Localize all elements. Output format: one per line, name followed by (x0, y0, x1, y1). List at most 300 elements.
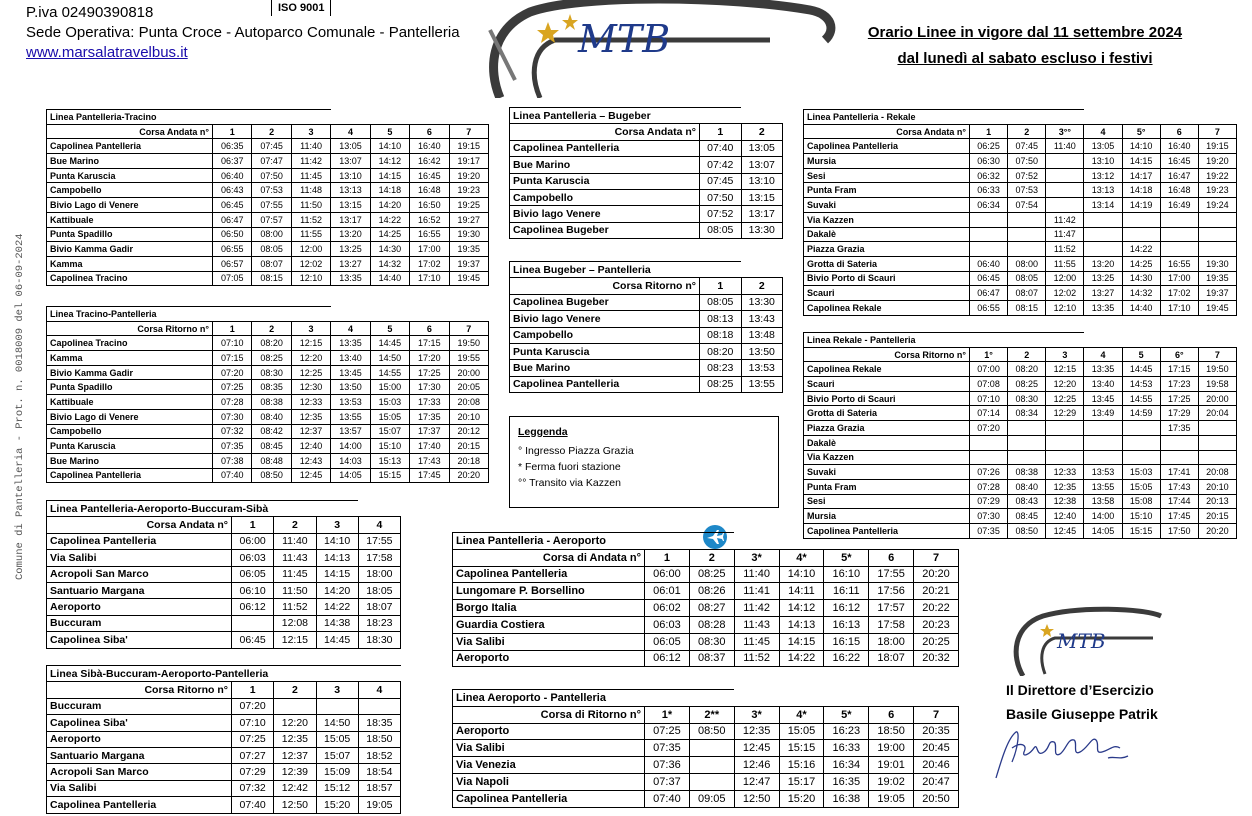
corsa-label: Corsa Andata n° (510, 124, 700, 140)
departure-time: 08:25 (700, 376, 742, 392)
departure-time: 13:17 (741, 206, 783, 222)
departure-time: 07:20 (232, 698, 274, 714)
departure-time (970, 212, 1008, 227)
departure-time: 18:05 (358, 582, 400, 598)
departure-time: 19:37 (449, 256, 488, 271)
table-title-spacer (331, 110, 489, 125)
company-header (26, 3, 460, 63)
departure-time (1008, 435, 1046, 450)
departure-time (689, 757, 734, 774)
table-row (453, 790, 959, 807)
table-row (453, 723, 959, 740)
departure-time (1046, 198, 1084, 213)
table-row (510, 360, 783, 376)
departure-time: 08:40 (252, 409, 291, 424)
departure-time: 17:56 (869, 583, 914, 600)
column-header: 2 (741, 278, 783, 294)
table-title: Linea Aeroporto - Pantelleria (453, 690, 735, 707)
column-header: 7 (449, 124, 488, 139)
departure-time: 19:17 (449, 154, 488, 169)
departure-time (970, 227, 1008, 242)
departure-time: 17:30 (410, 380, 449, 395)
stop-name: Via Venezia (453, 757, 645, 774)
table-row (453, 583, 959, 600)
departure-time: 06:01 (645, 583, 690, 600)
table-header-row (804, 124, 1237, 139)
table-row (510, 189, 783, 205)
table-header-row (47, 682, 401, 698)
departure-time: 17:23 (1160, 377, 1198, 392)
departure-time: 20:12 (449, 424, 488, 439)
departure-time: 20:15 (1198, 509, 1236, 524)
stop-name: Suvaki (804, 198, 970, 213)
departure-time: 13:20 (1084, 256, 1122, 271)
departure-time: 11:45 (734, 633, 779, 650)
departure-time: 07:50 (700, 189, 742, 205)
departure-time: 16:38 (824, 790, 869, 807)
timetable-tracino-andata (46, 109, 489, 286)
table-row (510, 294, 783, 310)
stop-name: Capolinea Pantelleria (804, 139, 970, 154)
stop-name: Punta Karuscia (47, 439, 213, 454)
departure-time: 11:40 (291, 139, 330, 154)
departure-time: 07:40 (700, 140, 742, 156)
departure-time: 12:35 (291, 409, 330, 424)
timetable-aeroporto-ritorno (452, 689, 959, 808)
departure-time: 12:20 (274, 715, 316, 731)
departure-time: 14:12 (370, 154, 409, 169)
column-header: 6 (410, 124, 449, 139)
departure-time: 20:23 (914, 616, 959, 633)
departure-time: 07:10 (232, 715, 274, 731)
departure-time: 11:45 (291, 168, 330, 183)
column-header: 2 (252, 321, 291, 336)
departure-time (1160, 242, 1198, 257)
departure-time: 13:53 (741, 360, 783, 376)
table-title-spacer (1084, 333, 1237, 348)
table-header-row (510, 124, 783, 140)
departure-time: 07:47 (252, 154, 291, 169)
table-title-row (47, 110, 489, 125)
orario-line-1: Orario Linee in vigore dal 11 settembre 2024 (867, 24, 1183, 41)
departure-time: 06:30 (970, 154, 1008, 169)
table-row (453, 740, 959, 757)
departure-time: 07:50 (252, 168, 291, 183)
column-header: 4* (779, 549, 824, 566)
departure-time: 16:23 (824, 723, 869, 740)
departure-time: 08:50 (1008, 523, 1046, 538)
departure-time: 08:42 (252, 424, 291, 439)
departure-time: 18:30 (358, 632, 400, 648)
table-row (804, 227, 1237, 242)
departure-time: 07:28 (970, 479, 1008, 494)
departure-time (1122, 227, 1160, 242)
stop-name: Campobello (47, 424, 213, 439)
departure-time: 14:15 (316, 566, 358, 582)
departure-time: 08:00 (1008, 256, 1046, 271)
departure-time: 19:50 (1198, 362, 1236, 377)
stop-name: Via Salibi (47, 780, 232, 796)
departure-time: 08:00 (252, 227, 291, 242)
column-header: 1 (213, 321, 252, 336)
departure-time: 13:49 (1084, 406, 1122, 421)
departure-time: 08:43 (1008, 494, 1046, 509)
departure-time: 13:15 (331, 198, 370, 213)
departure-time: 07:53 (1008, 183, 1046, 198)
departure-time: 17:43 (410, 453, 449, 468)
table-title-row (47, 666, 401, 682)
departure-time: 12:50 (274, 797, 316, 813)
stop-name: Capolinea Siba' (47, 715, 232, 731)
departure-time: 14:17 (1122, 168, 1160, 183)
logo-small-text: MTB (1057, 629, 1106, 653)
departure-time (1122, 450, 1160, 465)
departure-time: 17:35 (1160, 421, 1198, 436)
departure-time: 17:45 (1160, 509, 1198, 524)
departure-time: 07:37 (645, 773, 690, 790)
orario-title (842, 20, 1208, 72)
stop-name: Capolinea Pantelleria (510, 140, 700, 156)
departure-time: 07:36 (645, 757, 690, 774)
departure-time: 13:05 (1084, 139, 1122, 154)
departure-time: 16:33 (824, 740, 869, 757)
departure-time: 16:45 (410, 168, 449, 183)
column-header: 2 (252, 124, 291, 139)
departure-time: 07:42 (700, 157, 742, 173)
departure-time: 11:50 (274, 582, 316, 598)
column-header: 7 (1198, 347, 1236, 362)
departure-time: 06:34 (970, 198, 1008, 213)
departure-time: 12:38 (1046, 494, 1084, 509)
departure-time: 11:55 (1046, 256, 1084, 271)
departure-time: 13:27 (331, 256, 370, 271)
column-header: 5 (370, 124, 409, 139)
stop-name: Capolinea Tracino (47, 271, 213, 286)
departure-time: 11:40 (274, 533, 316, 549)
table-row (47, 599, 401, 615)
stop-name: Acropoli San Marco (47, 566, 232, 582)
stop-name: Capolinea Pantelleria (510, 376, 700, 392)
departure-time: 12:08 (274, 615, 316, 631)
departure-time: 12:15 (274, 632, 316, 648)
departure-time: 17:58 (358, 550, 400, 566)
column-header: 3 (316, 682, 358, 698)
table-title: Linea Pantelleria – Bugeber (510, 108, 742, 124)
table-row (804, 435, 1237, 450)
departure-time: 16:22 (824, 650, 869, 667)
departure-time: 19:15 (449, 139, 488, 154)
side-protocol-text: Comune di Pantelleria - Prot. n. 0018009 del 06-09-2024 (14, 233, 26, 580)
stop-name: Buccuram (47, 698, 232, 714)
website-link[interactable]: www.marsalatravelbus.it (26, 44, 188, 61)
departure-time: 11:50 (291, 198, 330, 213)
departure-time: 14:32 (1122, 286, 1160, 301)
departure-time: 07:52 (700, 206, 742, 222)
table-title: Linea Rekale - Pantelleria (804, 333, 1084, 348)
departure-time: 15:05 (370, 409, 409, 424)
departure-time: 19:55 (449, 351, 488, 366)
column-header: 7 (914, 549, 959, 566)
departure-time: 14:22 (779, 650, 824, 667)
departure-time: 06:47 (970, 286, 1008, 301)
column-header: 3* (734, 549, 779, 566)
departure-time: 18:54 (358, 764, 400, 780)
departure-time: 11:52 (1046, 242, 1084, 257)
departure-time: 20:08 (449, 395, 488, 410)
departure-time: 19:25 (449, 198, 488, 213)
table-row (47, 632, 401, 648)
director-role: Il Direttore d’Esercizio (1006, 682, 1154, 698)
departure-time: 20:47 (914, 773, 959, 790)
departure-time: 12:25 (291, 365, 330, 380)
departure-time: 07:20 (970, 421, 1008, 436)
departure-time: 12:43 (291, 453, 330, 468)
departure-time (1160, 435, 1198, 450)
departure-time: 15:07 (316, 747, 358, 763)
stop-name: Guardia Costiera (453, 616, 645, 633)
stop-name: Kamma (47, 256, 213, 271)
table-row (47, 395, 489, 410)
departure-time: 06:40 (213, 168, 252, 183)
departure-time: 14:18 (370, 183, 409, 198)
table-row (510, 376, 783, 392)
corsa-label: Corsa di Andata n° (453, 549, 645, 566)
table-row (804, 154, 1237, 169)
departure-time: 19:30 (1198, 256, 1236, 271)
departure-time: 13:07 (331, 154, 370, 169)
stop-name: Via Salibi (453, 740, 645, 757)
departure-time: 12:47 (734, 773, 779, 790)
departure-time: 06:45 (970, 271, 1008, 286)
departure-time: 07:53 (252, 183, 291, 198)
departure-time: 19:35 (449, 242, 488, 257)
column-header: 7 (1198, 124, 1236, 139)
departure-time: 17:33 (410, 395, 449, 410)
departure-time: 11:45 (274, 566, 316, 582)
column-header: 2 (1008, 347, 1046, 362)
departure-time: 15:05 (1122, 479, 1160, 494)
departure-time: 14:40 (370, 271, 409, 286)
table-row (47, 256, 489, 271)
stop-name: Kattibuale (47, 212, 213, 227)
departure-time: 16:12 (824, 600, 869, 617)
column-header: 4 (331, 321, 370, 336)
departure-time: 16:55 (1160, 256, 1198, 271)
departure-time: 11:55 (291, 227, 330, 242)
departure-time: 12:02 (1046, 286, 1084, 301)
departure-time: 14:22 (370, 212, 409, 227)
timetable-tracino-ritorno (46, 306, 489, 483)
legend-box (509, 416, 779, 508)
departure-time: 17:15 (410, 336, 449, 351)
stop-name: Santuario Margana (47, 747, 232, 763)
column-header: 1° (970, 347, 1008, 362)
departure-time: 12:45 (734, 740, 779, 757)
departure-time: 13:05 (331, 139, 370, 154)
stop-name: Grotta di Sateria (804, 406, 970, 421)
departure-time: 18:23 (358, 615, 400, 631)
departure-time: 08:20 (700, 343, 742, 359)
table-row (804, 212, 1237, 227)
departure-time: 06:03 (232, 550, 274, 566)
departure-time: 16:11 (824, 583, 869, 600)
departure-time: 07:20 (213, 365, 252, 380)
departure-time: 06:00 (232, 533, 274, 549)
table-row (804, 286, 1237, 301)
stop-name: Capolinea Bugeber (510, 222, 700, 238)
table-title-row (47, 307, 489, 322)
departure-time (316, 698, 358, 714)
departure-time: 15:20 (779, 790, 824, 807)
departure-time: 07:35 (645, 740, 690, 757)
stop-name: Bivio lago Venere (510, 311, 700, 327)
departure-time: 07:35 (970, 523, 1008, 538)
departure-time: 15:05 (779, 723, 824, 740)
timetable-buccuram-ritorno (46, 665, 401, 814)
departure-time: 13:17 (331, 212, 370, 227)
departure-time: 07:25 (645, 723, 690, 740)
corsa-label: Corsa Ritorno n° (47, 321, 213, 336)
departure-time: 13:10 (1084, 154, 1122, 169)
departure-time: 17:37 (410, 424, 449, 439)
departure-time: 14:18 (1122, 183, 1160, 198)
corsa-label: Corsa Ritorno n° (510, 278, 700, 294)
departure-time: 08:26 (689, 583, 734, 600)
departure-time: 07:14 (970, 406, 1008, 421)
column-header: 2** (689, 706, 734, 723)
departure-time: 08:05 (252, 242, 291, 257)
departure-time: 16:15 (824, 633, 869, 650)
table-row (47, 212, 489, 227)
departure-time (1008, 242, 1046, 257)
table-row (804, 183, 1237, 198)
departure-time: 08:18 (700, 327, 742, 343)
table-row (47, 183, 489, 198)
column-header: 1 (232, 682, 274, 698)
departure-time: 08:38 (252, 395, 291, 410)
table-title-row (510, 262, 783, 278)
stop-name: Capolinea Bugeber (510, 294, 700, 310)
departure-time: 14:20 (370, 198, 409, 213)
departure-time: 13:48 (741, 327, 783, 343)
table-row (453, 757, 959, 774)
departure-time: 16:40 (1160, 139, 1198, 154)
departure-time: 14:10 (370, 139, 409, 154)
stop-name: Punta Karuscia (510, 173, 700, 189)
column-header: 1 (645, 549, 690, 566)
departure-time: 12:10 (291, 271, 330, 286)
departure-time (1046, 168, 1084, 183)
departure-time: 11:43 (274, 550, 316, 566)
departure-time: 12:15 (1046, 362, 1084, 377)
departure-time: 16:49 (1160, 198, 1198, 213)
stop-name: Bivio Kamma Gadir (47, 242, 213, 257)
departure-time: 12:29 (1046, 406, 1084, 421)
timetable-bugeber-ritorno (509, 261, 783, 393)
departure-time: 13:12 (1084, 168, 1122, 183)
departure-time: 14:22 (316, 599, 358, 615)
stop-name: Kamma (47, 351, 213, 366)
table-row (47, 698, 401, 714)
departure-time: 07:05 (213, 271, 252, 286)
departure-time: 13:30 (741, 294, 783, 310)
table-title-row (804, 333, 1237, 348)
departure-time (1198, 212, 1236, 227)
departure-time: 20:20 (914, 566, 959, 583)
departure-time: 14:12 (779, 600, 824, 617)
departure-time: 06:55 (970, 300, 1008, 315)
table-row (47, 797, 401, 813)
departure-time (970, 435, 1008, 450)
table-row (510, 140, 783, 156)
stop-name: Bivio Lago di Venere (47, 198, 213, 213)
departure-time: 17:44 (1160, 494, 1198, 509)
departure-time: 07:10 (213, 336, 252, 351)
departure-time (1046, 435, 1084, 450)
departure-time: 20:13 (1198, 494, 1236, 509)
column-header: 4* (779, 706, 824, 723)
piva-text: P.iva 02490390818 (26, 4, 154, 21)
departure-time (1160, 212, 1198, 227)
departure-time (970, 450, 1008, 465)
departure-time: 06:32 (970, 168, 1008, 183)
departure-time: 17:02 (1160, 286, 1198, 301)
orario-line-2: dal lunedì al sabato escluso i festivi (897, 50, 1153, 67)
departure-time: 17:55 (358, 533, 400, 549)
departure-time: 13:15 (741, 189, 783, 205)
departure-time: 17:25 (410, 365, 449, 380)
departure-time: 20:00 (449, 365, 488, 380)
departure-time: 08:35 (252, 380, 291, 395)
table-row (47, 424, 489, 439)
departure-time: 11:52 (734, 650, 779, 667)
stop-name: Bivio Kamma Gadir (47, 365, 213, 380)
departure-time: 16:34 (824, 757, 869, 774)
departure-time: 06:55 (213, 242, 252, 257)
column-header: 1 (970, 124, 1008, 139)
departure-time: 07:40 (645, 790, 690, 807)
table-title: Linea Pantelleria-Aeroporto-Buccuram-Sibà (47, 501, 359, 517)
departure-time: 20:35 (914, 723, 959, 740)
departure-time: 17:58 (869, 616, 914, 633)
column-header: 2 (274, 517, 316, 533)
departure-time: 20:20 (1198, 523, 1236, 538)
departure-time: 20:22 (914, 600, 959, 617)
table-row (804, 377, 1237, 392)
departure-time (1084, 450, 1122, 465)
departure-time: 13:35 (331, 271, 370, 286)
departure-time: 15:20 (316, 797, 358, 813)
departure-time: 19:23 (449, 183, 488, 198)
departure-time: 06:25 (970, 139, 1008, 154)
departure-time: 07:45 (1008, 139, 1046, 154)
departure-time: 19:05 (869, 790, 914, 807)
departure-time (1084, 227, 1122, 242)
departure-time: 14:59 (1122, 406, 1160, 421)
departure-time: 14:30 (1122, 271, 1160, 286)
stop-name: Via Kazzen (804, 212, 970, 227)
column-header: 1 (700, 278, 742, 294)
stop-name: Punta Spadillo (47, 380, 213, 395)
departure-time (1084, 435, 1122, 450)
departure-time: 19:45 (1198, 300, 1236, 315)
departure-time: 16:45 (1160, 154, 1198, 169)
departure-time: 14:15 (779, 633, 824, 650)
departure-time: 13:27 (1084, 286, 1122, 301)
corsa-label: Corsa Ritorno n° (804, 347, 970, 362)
departure-time: 13:05 (741, 140, 783, 156)
departure-time: 07:25 (232, 731, 274, 747)
